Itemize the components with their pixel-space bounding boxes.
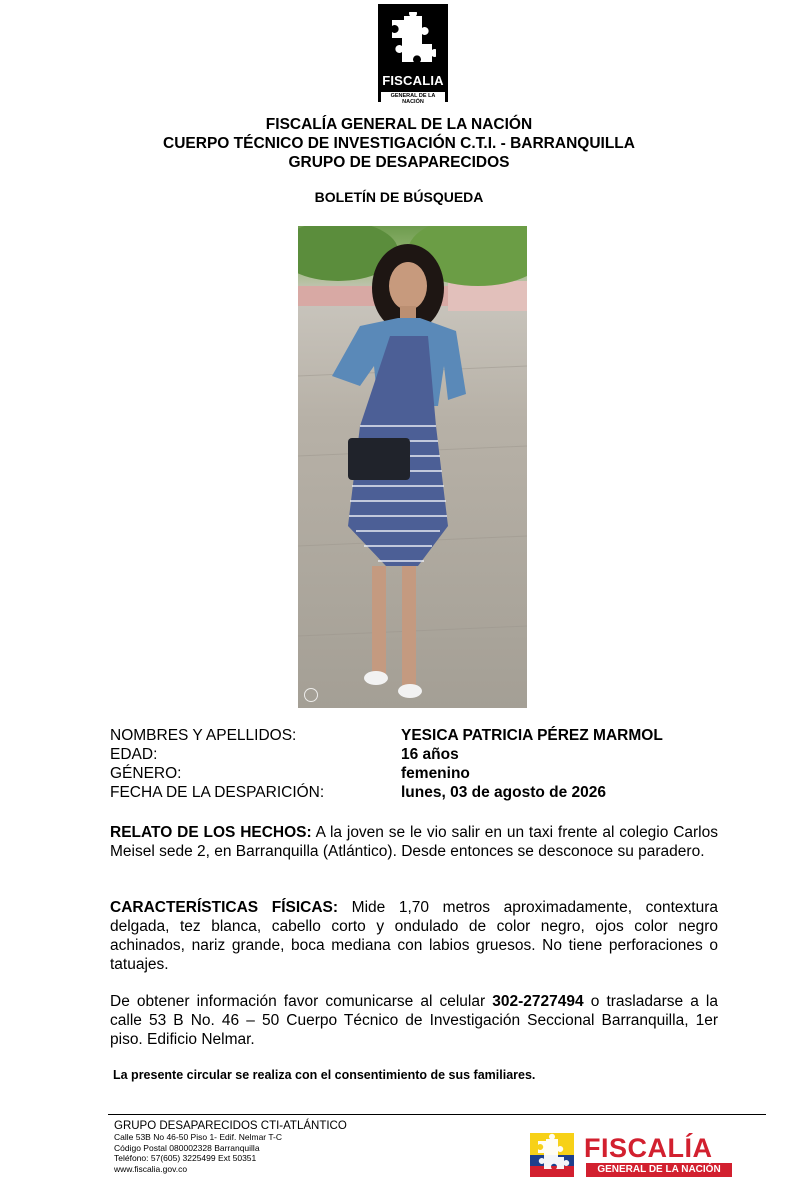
fiscalia-logo-top [378,4,448,105]
logo-top-name: FISCALIA [382,73,444,88]
footer-title: GRUPO DESAPARECIDOS CTI-ATLÁNTICO [114,1120,347,1132]
relato-title: RELATO DE LOS HECHOS: [110,824,312,841]
header-line-1: FISCALÍA GENERAL DE LA NACIÓN [265,116,533,133]
field-value: 16 años [401,746,459,763]
logo-top-subtitle: GENERAL DE LA NACIÓN [381,92,445,106]
field-value: YESICA PATRICIA PÉREZ MARMOL [401,727,663,744]
logo-bottom-name: FISCALÍA [584,1133,713,1163]
relato-text: A la joven se le vio salir en un taxi frente al colegio Carlos Meisel sede 2, en Barranquilla (Atlántico). Desde entonces se desconoce su paradero. [110,824,718,860]
field-value: femenino [401,765,470,782]
watermark-icon [304,688,318,702]
flag-puzzle-icon [530,1133,574,1177]
footer-line: Calle 53B No 46-50 Piso 1- Edif. Nelmar T-C [114,1132,283,1142]
field-label: EDAD: [110,746,158,763]
contact-post: o trasladarse a la calle 53 B No. 46 – 50 Cuerpo Técnico de Investigación Seccional Barranquilla, 1er piso. Edificio Nelmar. [110,993,718,1048]
field-label: FECHA DE LA DESPARICIÓN: [110,784,325,801]
contact-phone: 302-2727494 [492,993,584,1010]
logo-bottom-subtitle: GENERAL DE LA NACIÓN [586,1163,732,1177]
puzzle-icon [390,12,436,70]
footer-website: www.fiscalia.gov.co [114,1163,188,1174]
footer-line: Teléfono: 57(605) 3225499 Ext 50351 [114,1153,257,1163]
relato-paragraph [110,823,718,861]
fiscalia-logo-bottom [530,1133,740,1181]
contact-paragraph [110,992,718,1049]
caracteristicas-paragraph [110,898,718,974]
footer-line: Código Postal 080002328 Barranquilla [114,1142,260,1153]
field-value: lunes, 03 de agosto de 2026 [401,784,607,801]
caracteristicas-text: Mide 1,70 metros aproximadamente, contextura delgada, tez blanca, cabello corto y ondulado de color negro, ojos color negro achinados, nariz grande, boca mediana con labios gruesos. No tiene perforaciones o tatuajes. [110,899,718,973]
consent-note: La presente circular se realiza con el consentimiento de sus familiares. [113,1068,536,1082]
header-line-3: GRUPO DE DESAPARECIDOS [288,154,510,171]
contact-pre: De obtener información favor comunicarse al celular [110,993,493,1010]
footer-address [114,1120,347,1174]
person-photo-illustration [298,226,527,708]
header-line-2: CUERPO TÉCNICO DE INVESTIGACIÓN C.T.I. - BARRANQUILLA [163,135,635,152]
bulletin-title: BOLETÍN DE BÚSQUEDA [314,189,484,205]
field-label: GÉNERO: [110,765,182,782]
field-label: NOMBRES Y APELLIDOS: [110,727,297,744]
caracteristicas-title: CARACTERÍSTICAS FÍSICAS: [110,899,339,916]
missing-person-photo [298,226,527,708]
footer-divider [108,1114,766,1115]
